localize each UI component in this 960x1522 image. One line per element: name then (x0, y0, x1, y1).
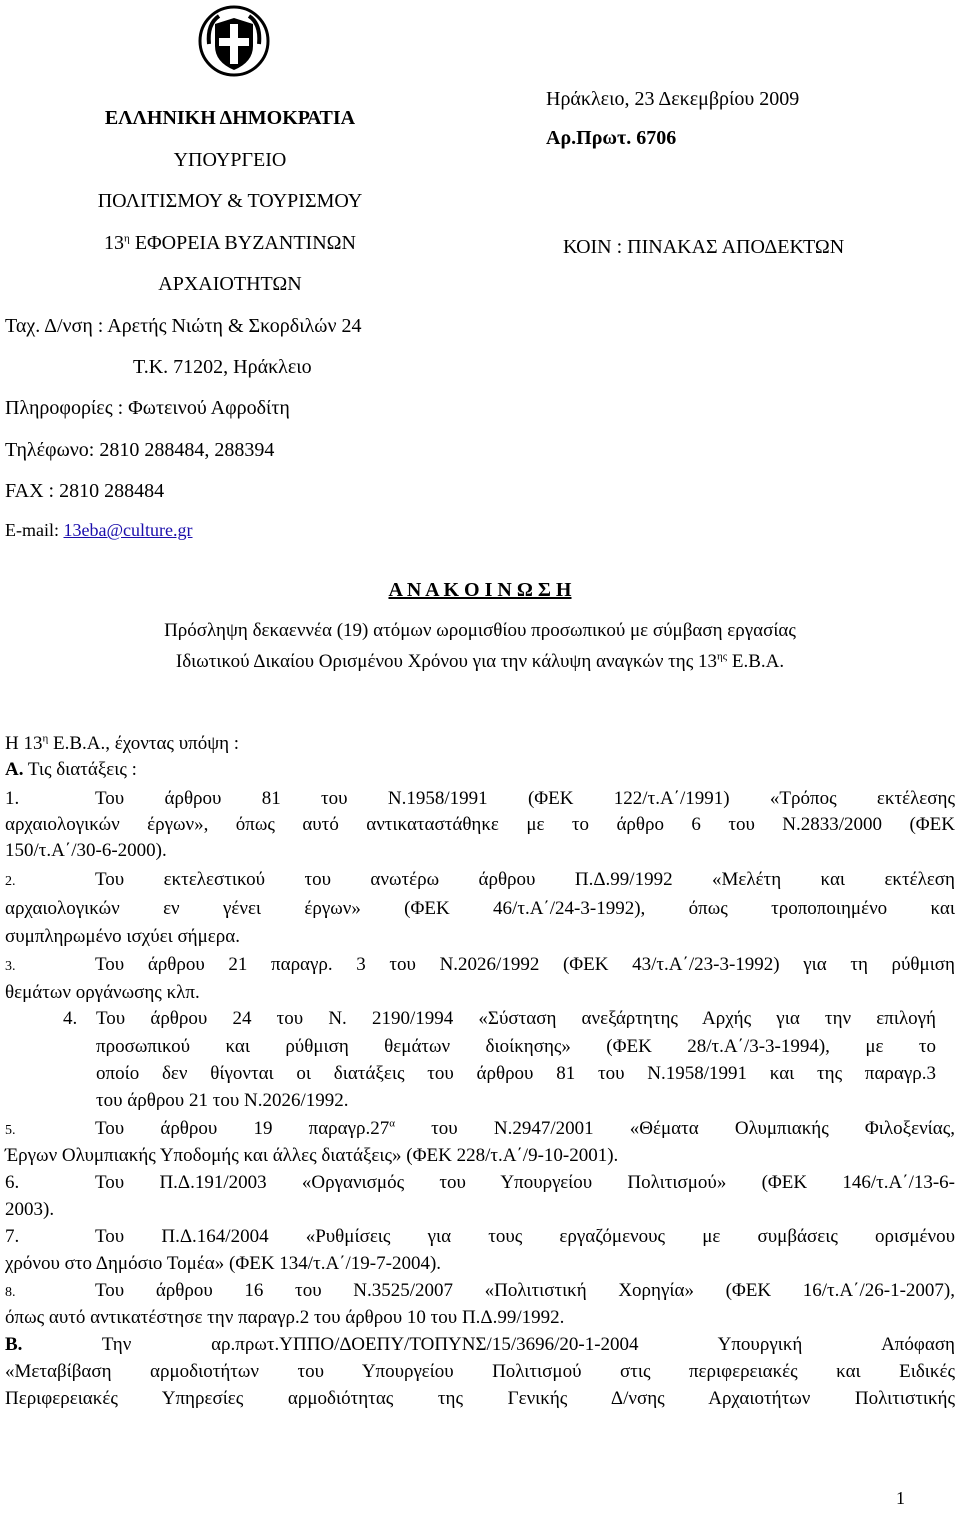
item-3-line2: θεμάτων οργάνωσης κλπ. (5, 982, 200, 1003)
item-4-line2: προσωπικού και ρύθμιση θεμάτων διοίκησης» (ΦΕΚ 28/τ.Α΄/3-3-1994), με το (96, 1036, 936, 1057)
announcement-subtitle-line1: Πρόσληψη δεκαεννέα (19) ατόμων ωρομισθίου προσωπικού με σύμβαση εργασίας (164, 620, 796, 641)
fax-line: FAX : 2810 288484 (5, 480, 165, 502)
announcement-subtitle-line2: Ιδιωτικού Δικαίου Ορισμένου Χρόνου για την κάλυψη αναγκών της $13^{\eta\varsigma}$ Ε.Β.Α. (175, 650, 785, 672)
item-7-line2: χρόνου στο Δημόσιο Τομέα» (ΦΕΚ 134/τ.Α΄/19-7-2004). (5, 1253, 442, 1274)
item-6-line2: 2003). (5, 1199, 55, 1220)
section-b-line2: «Μεταβίβαση αρμοδιοτήτων του Υπουργείου Πολιτισμού στις περιφερειακές και Ειδικές (5, 1361, 955, 1382)
item-4-line3: οποίο δεν θίγονται οι διατάξεις του άρθρου 81 του Ν.1958/1991 και της παραγρ.3 (96, 1063, 936, 1084)
info-line: Πληροφορίες : Φωτεινού Αφροδίτη (5, 397, 290, 419)
greek-emblem-icon (197, 4, 271, 78)
item-5-line2: Έργων Ολυμπιακής Υποδομής και άλλες διατάξεις» (ΦΕΚ 228/τ.Α΄/9-10-2001). (5, 1145, 619, 1166)
item-7-line1: 7. Του Π.Δ.164/2004 «Ρυθμίσεις για τους εργαζόμενους με συμβάσεις ορισμένου (5, 1226, 955, 1247)
page-number: 1 (896, 1488, 905, 1508)
protocol-number: Αρ.Πρωτ. 6706 (546, 127, 677, 149)
item-4-number: 4. (63, 1008, 78, 1029)
item-8-line2: όπως αυτό αντικατέστησε την παραγρ.2 του άρθρου 10 του Π.Δ.99/1992. (5, 1307, 565, 1328)
item-5-line1: 5. Του άρθρου 19 $\pi\alpha\rho\alpha\gamma\rho.27^\alpha$ του Ν.2947/2001 «Θέματα Ολυμπιακής Φιλοξενίας, (5, 1117, 955, 1139)
header-country: ΕΛΛΗΝΙΚΗ ΔΗΜΟΚΡΑΤΙΑ (104, 107, 356, 129)
announcement-title: Α Ν Α Κ Ο Ι Ν Ω Σ Η (388, 579, 572, 601)
section-a-heading: Α. Τις διατάξεις : (5, 759, 137, 780)
item-1-line3: 150/τ.Α΄/30-6-2000). (5, 840, 167, 861)
item-2-line3: συμπληρωμένο ισχύει σήμερα. (5, 926, 240, 947)
item-2-line2: αρχαιολογικών εν γένει έργων» (ΦΕΚ 46/τ.Α΄/24-3-1992), όπως τροποποιημένο και (5, 898, 955, 919)
item-3-line1: 3. Του άρθρου 21 παραγρ. 3 του Ν.2026/1992 (ΦΕΚ 43/τ.Α΄/23-3-1992) για τη ρύθμιση (5, 954, 955, 975)
item-2-line1: 2. Του εκτελεστικού του ανωτέρω άρθρου Π.Δ.99/1992 «Μελέτη και εκτέλεση (5, 869, 955, 890)
header-ephoreia: $13^\eta$ ΕΦΟΡΕΙΑ ΒΥΖΑΝΤΙΝΩΝ (104, 232, 356, 254)
intro-line: Η $13^\eta$ Ε.Β.Α., έχοντας υπόψη : (5, 732, 240, 754)
recipients-line: ΚΟΙΝ : ΠΙΝΑΚΑΣ ΑΠΟΔΕΚΤΩΝ (563, 236, 845, 258)
document-date: Ηράκλειο, 23 Δεκεμβρίου 2009 (546, 88, 800, 110)
item-8-line1: 8. Του άρθρου 16 του Ν.3525/2007 «Πολιτιστική Χορηγία» (ΦΕΚ 16/τ.Α΄/26-1-2007), (5, 1280, 955, 1301)
header-ministry: ΥΠΟΥΡΓΕΙΟ (173, 149, 287, 171)
email-link[interactable]: 13eba@culture.gr (63, 520, 193, 540)
section-b-line1: Β. Την αρ.πρωτ.ΥΠΠΟ/ΔΟΕΠΥ/ΤΟΠΥΝΣ/15/3696/20-1-2004 Υπουργική Απόφαση (5, 1334, 955, 1355)
header-ministry-name: ΠΟΛΙΤΙΣΜΟΥ & ΤΟΥΡΙΣΜΟΥ (97, 190, 363, 212)
header-ephoreia-line2: ΑΡΧΑΙΟΤΗΤΩΝ (158, 273, 302, 295)
postal-code-line: Τ.Κ. 71202, Ηράκλειο (133, 356, 312, 378)
item-4-line4: του άρθρου 21 του Ν.2026/1992. (96, 1090, 349, 1111)
address-line: Ταχ. Δ/νση : Αρετής Νιώτη & Σκορδιλών 24 (5, 315, 362, 337)
item-1-line1: 1. Του άρθρου 81 του Ν.1958/1991 (ΦΕΚ 122/τ.Α΄/1991) «Τρόπος εκτέλεσης (5, 788, 955, 809)
email-line: E-mail: 13eba@culture.gr (5, 520, 193, 540)
phone-line: Τηλέφωνο: 2810 288484, 288394 (5, 439, 275, 461)
section-b-line3: Περιφερειακές Υπηρεσίες αρμοδιότητας της Γενικής Δ/νσης Αρχαιοτήτων Πολιτιστικής (5, 1388, 955, 1409)
item-4-line1: Του άρθρου 24 του Ν. 2190/1994 «Σύσταση ανεξάρτητης Αρχής για την επιλογή (96, 1008, 936, 1029)
item-6-line1: 6. Του Π.Δ.191/2003 «Οργανισμός του Υπουργείου Πολιτισμού» (ΦΕΚ 146/τ.Α΄/13-6- (5, 1172, 955, 1193)
item-1-line2: αρχαιολογικών έργων», όπως αυτό αντικαταστάθηκε με το άρθρο 6 του Ν.2833/2000 (ΦΕΚ (5, 814, 955, 835)
